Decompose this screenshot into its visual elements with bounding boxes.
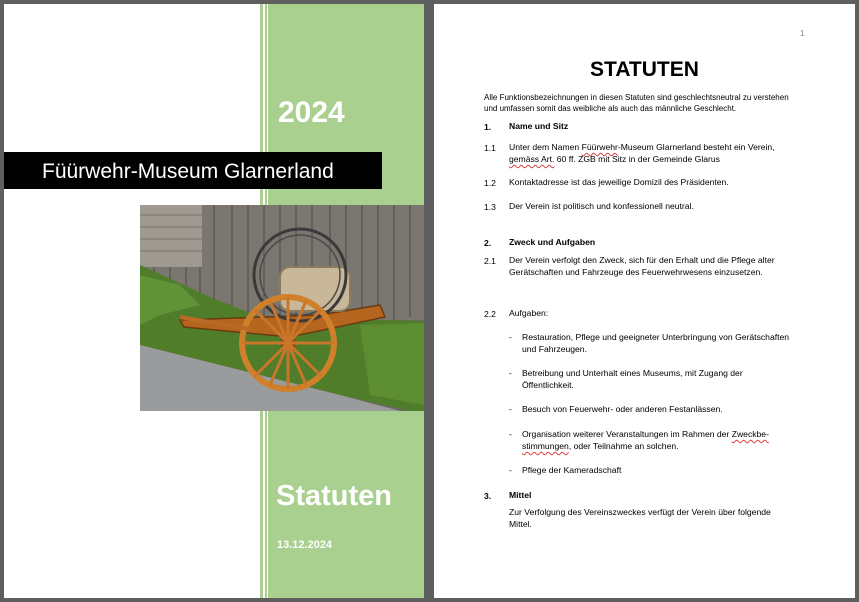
cover-doc-type: Statuten (276, 480, 392, 512)
spellcheck-word: Füürwehr (581, 142, 618, 152)
text-part: , oder Teilnahme an solchen. (568, 441, 679, 451)
clause-number: 2.2 (484, 309, 496, 319)
bullet-text: Restauration, Pflege und geeigneter Unterbringung von Gerätschaften (522, 332, 790, 342)
text-part: Organisation weiterer Veranstaltungen im Rahmen der (522, 429, 732, 439)
title-bar (4, 152, 382, 189)
bullet-dash: - (509, 332, 512, 342)
cover-page (4, 4, 424, 598)
section-heading: Name und Sitz (509, 121, 569, 131)
cover-date: 13.12.2024 (277, 539, 333, 551)
clause-text: Der Verein verfolgt den Zweck, sich für den Erhalt und die Pflege alter (509, 255, 775, 265)
clause-number: 2.1 (484, 256, 496, 266)
clause-text: Aufgaben: (509, 308, 549, 318)
document-title: STATUTEN (590, 58, 699, 81)
intro-text: Alle Funktionsbezeichnungen in diesen Statuten sind geschlechtsneutral zu verstehen und umfassen somit das weibliche als auch das männliche Geschlecht. (484, 93, 789, 113)
clause-text: Der Verein ist politisch und konfessionell neutral. (509, 201, 694, 211)
clause-text: Kontaktadresse ist das jeweilige Domizil des Präsidenten. (509, 177, 729, 187)
bullet-dash: - (509, 368, 512, 378)
section-heading: Mittel (509, 490, 532, 500)
cover-photo (140, 205, 424, 411)
spellcheck-word: Zweckbe- (731, 429, 769, 439)
clause-text: Gerätschaften und Fahrzeuge des Feuerwehrwesens einzusetzen. (509, 267, 763, 277)
page-number: 1 (800, 29, 805, 38)
bullet-text: Öffentlichkeit. (522, 380, 574, 390)
text-part: 60 ff. ZGB mit Sitz in der Gemeinde Glarus (554, 154, 720, 164)
clause-number: 1.2 (484, 178, 496, 188)
museum-name: Füürwehr-Museum Glarnerland (42, 160, 334, 183)
spellcheck-word: gemäss Art. (509, 154, 555, 164)
bullet-text: Pflege der Kameradschaft (522, 465, 622, 475)
clause-text (509, 141, 775, 154)
bullet-text: Besuch von Feuerwehr- oder anderen Festanlässen. (522, 404, 723, 414)
bullet-dash: - (509, 465, 512, 475)
section-number: 3. (484, 491, 492, 501)
text-part: Unter dem Namen (509, 142, 582, 152)
clause-text (509, 153, 720, 166)
cover-year: 2024 (278, 96, 345, 129)
content-page (434, 4, 855, 598)
bullet-text (522, 428, 769, 441)
clause-text: Mittel. (509, 519, 532, 529)
section-number: 2. (484, 238, 492, 248)
bullet-text: Betreibung und Unterhalt eines Museums, mit Zugang der (522, 368, 743, 378)
section-number: 1. (484, 122, 492, 132)
clause-number: 1.1 (484, 143, 496, 153)
spellcheck-word: stimmungen (522, 441, 569, 451)
bullet-text: und Fahrzeugen. (522, 344, 587, 354)
text-part: -Museum Glarnerland besteht ein Verein, (617, 142, 775, 152)
bullet-text (522, 440, 679, 453)
bullet-dash: - (509, 429, 512, 439)
section-heading: Zweck und Aufgaben (509, 237, 596, 247)
bullet-dash: - (509, 404, 512, 414)
clause-text: Zur Verfolgung des Vereinszweckes verfügt der Verein über folgende (509, 507, 771, 517)
clause-number: 1.3 (484, 202, 496, 212)
